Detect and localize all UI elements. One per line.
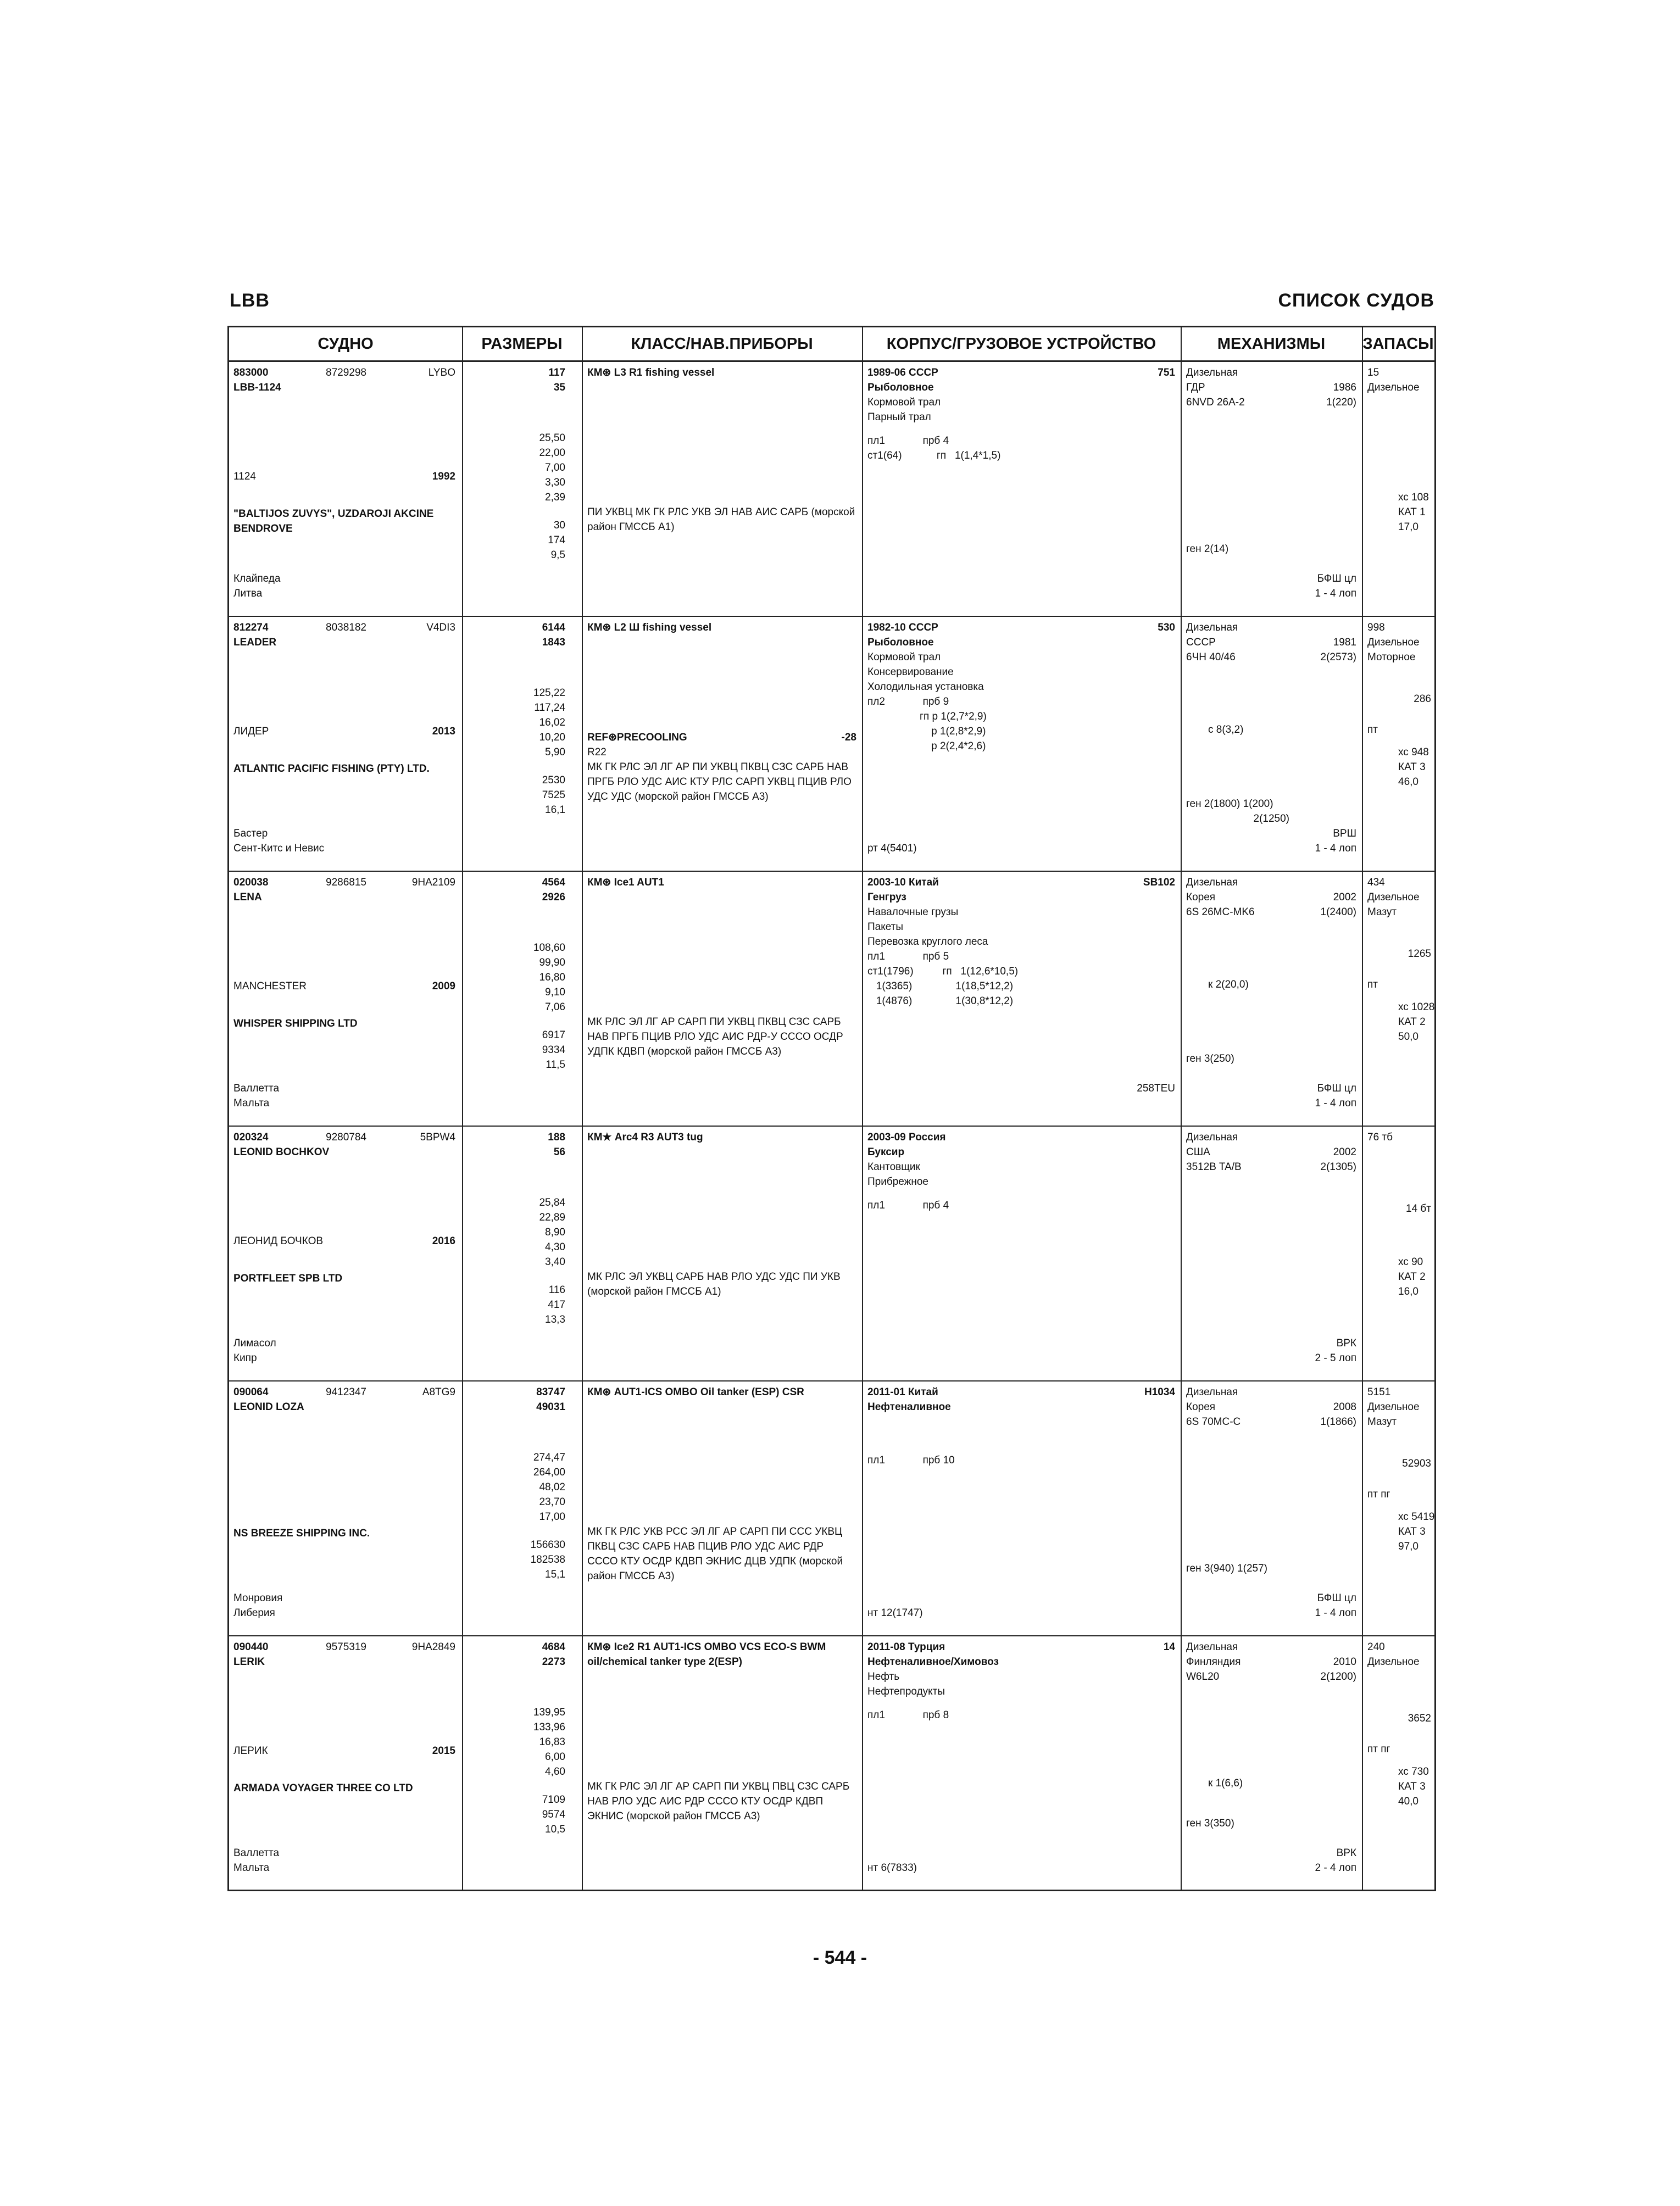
- engine-info: Дизельная: [1186, 367, 1238, 378]
- cargo-gear: пл1 прб 8: [867, 1709, 949, 1722]
- generators: ген 2(1800) 1(200): [1186, 798, 1273, 810]
- engine-year: 2002: [1333, 1146, 1356, 1158]
- dimension-value: 23,70: [539, 1496, 565, 1508]
- ship-name: LEONID BOCHKOV: [233, 1146, 330, 1158]
- navigation-equipment: МК ГК РЛС УКВ РСС ЭЛ ЛГ АР САРП ПИ ССС УКВЦ ПКВЦ СЗС САРБ НАВ ПЦИВ РЛО УДС АИС РДР СССО КТУ ОСДР КДВП ЭКНИС ДЦВ УДПК (морской район ГМССБ А3): [587, 1525, 843, 1582]
- navigation-equipment: ПИ УКВЦ МК ГК РЛС УКВ ЭЛ НАВ АИС САРБ (морской район ГМССБ А1): [587, 506, 855, 533]
- dimension-value: 5,90: [545, 746, 565, 758]
- ship-entry: [229, 1381, 1434, 1636]
- cargo-gear: гп р 1(2,7*2,9): [867, 711, 987, 722]
- flag-state: Мальта: [233, 1098, 270, 1110]
- engine-info: США: [1186, 1146, 1210, 1158]
- container-capacity: 258TEU: [1137, 1083, 1175, 1095]
- engine-info: 6S 70MC-C: [1186, 1416, 1241, 1428]
- engine-info: 6S 26MC-MK6: [1186, 906, 1255, 918]
- dimension-value: 22,00: [539, 447, 565, 459]
- class-notation: КМ⊛ L2 Ш fishing vessel: [587, 622, 712, 633]
- stores-lifesaving: КАТ 3: [1398, 761, 1426, 773]
- cargo-gear: ст1(64) гп 1(1,4*1,5): [867, 450, 1001, 462]
- engine-year: 2002: [1333, 892, 1356, 903]
- stores-lifesaving: хс 90: [1398, 1256, 1423, 1268]
- port-of-registry: Валлетта: [233, 1847, 280, 1859]
- hull-build-date: 2003-09 Россия: [867, 1132, 946, 1143]
- header-title: СПИСОК СУДОВ: [1278, 290, 1434, 311]
- tonnage-value: 188: [548, 1132, 565, 1143]
- stores-fuel: 998: [1367, 622, 1385, 633]
- owner-name: "BALTIJOS ZUVYS", UZDAROJI AKCINE BENDROVE: [233, 508, 434, 534]
- ship-type: Рыболовное: [867, 382, 934, 393]
- engine-info: 3512B TA/B: [1186, 1161, 1242, 1173]
- owner-name: WHISPER SHIPPING LTD: [233, 1017, 358, 1029]
- cargo-gear: р 1(2,8*2,9): [867, 726, 986, 737]
- fuel-tanks: рт 4(5401): [867, 843, 917, 855]
- dimension-value: 117,24: [534, 701, 565, 714]
- ship-entry: [229, 617, 1434, 872]
- stores-fuel: Дизельное: [1367, 1656, 1420, 1668]
- stores-fuel: 240: [1367, 1641, 1385, 1653]
- stores-lifesaving: 46,0: [1398, 776, 1418, 788]
- capacity-value: 9334: [542, 1044, 565, 1056]
- flag-state: Либерия: [233, 1607, 275, 1619]
- hull-description: Кантовщик: [867, 1161, 920, 1173]
- refrigeration-temp: -28: [841, 731, 856, 743]
- engine-info: Корея: [1186, 1401, 1216, 1413]
- capacity-value: 2530: [542, 775, 565, 787]
- engine-power: 1(2400): [1320, 906, 1356, 918]
- ship-type: Рыболовное: [867, 637, 934, 648]
- dimension-value: 16,83: [539, 1736, 565, 1748]
- call-sign: LYBO: [428, 367, 455, 378]
- column-header-class: КЛАСС/НАВ.ПРИБОРЫ: [582, 327, 862, 362]
- flag-state: Кипр: [233, 1352, 257, 1364]
- port-of-registry: Бастер: [233, 828, 268, 840]
- dimension-value: 25,84: [539, 1196, 565, 1208]
- stores-pumps: пт пг: [1367, 1489, 1390, 1501]
- capacity-value: 7109: [542, 1794, 565, 1806]
- hull-description: Кормовой трал: [867, 651, 941, 663]
- dimension-value: 6,00: [545, 1751, 565, 1763]
- stores-lifesaving: КАТ 3: [1398, 1525, 1426, 1537]
- stores-pumps: пт: [1367, 979, 1378, 991]
- stores-lifesaving: хс 108: [1398, 491, 1429, 503]
- registry-number: 090440: [233, 1641, 269, 1653]
- engine-info: ГДР: [1186, 382, 1205, 393]
- propeller-type: ВРК: [1336, 1338, 1356, 1350]
- propeller-type: БФШ цл: [1317, 1083, 1356, 1095]
- engine-power: 1(220): [1326, 397, 1356, 408]
- hull-description: Прибрежное: [867, 1176, 928, 1188]
- hull-build-date: 2011-08 Турция: [867, 1641, 945, 1653]
- build-year: 2015: [432, 1745, 455, 1757]
- tonnage-value: 4684: [542, 1641, 565, 1653]
- stores-fuel: 15: [1367, 367, 1379, 378]
- propeller-blades: 1 - 4 лоп: [1315, 1098, 1356, 1110]
- capacity-value: 10,5: [545, 1824, 565, 1836]
- engine-info: Дизельная: [1186, 1132, 1238, 1143]
- engine-info: Дизельная: [1186, 877, 1238, 888]
- tonnage-value: 4564: [542, 877, 565, 888]
- hull-yard-number: 751: [1158, 367, 1175, 378]
- propeller-blades: 2 - 4 лоп: [1315, 1862, 1356, 1874]
- class-notation: КМ⊛ Ice1 AUT1: [587, 877, 664, 888]
- cargo-gear: 1(4876) 1(30,8*12,2): [867, 995, 1014, 1007]
- dimension-value: 7,00: [545, 461, 565, 473]
- engine-power: 2(1305): [1320, 1161, 1356, 1173]
- class-notation: КМ⊛ AUT1-ICS OMBO Oil tanker (ESP) CSR: [587, 1386, 804, 1398]
- build-year: 2013: [432, 726, 455, 737]
- dimension-value: 99,90: [539, 956, 565, 968]
- generators: ген 3(350): [1186, 1818, 1234, 1830]
- propeller-type: БФШ цл: [1317, 573, 1356, 585]
- capacity-value: 6917: [542, 1029, 565, 1041]
- stores-lifesaving: хс 730: [1398, 1765, 1429, 1778]
- header-registry-code: LBB: [230, 290, 270, 311]
- dimension-value: 2,39: [545, 491, 565, 503]
- dimension-value: 4,60: [545, 1765, 565, 1778]
- propeller-blades: 1 - 4 лоп: [1315, 588, 1356, 600]
- dimension-value: 16,02: [539, 716, 565, 728]
- cargo-gear: 1(3365) 1(18,5*12,2): [867, 981, 1014, 992]
- stores-fuel: Дизельное: [1367, 1401, 1420, 1413]
- dimension-value: 4,30: [545, 1241, 565, 1253]
- ship-type: Генгруз: [867, 892, 906, 903]
- former-name: MANCHESTER: [233, 981, 307, 992]
- engine-year: 2010: [1333, 1656, 1356, 1668]
- imo-number: 9412347: [326, 1386, 366, 1398]
- dimension-value: 264,00: [533, 1466, 565, 1478]
- stores-capacity: 286: [1414, 693, 1431, 705]
- registry-number: 020324: [233, 1132, 269, 1143]
- ship-name: LEONID LOZA: [233, 1401, 304, 1413]
- stores-lifesaving: хс 1028: [1398, 1001, 1435, 1013]
- capacity-value: 30: [553, 520, 565, 532]
- stores-lifesaving: хс 948: [1398, 746, 1429, 758]
- dimension-value: 7,06: [545, 1001, 565, 1013]
- imo-number: 9286815: [326, 877, 366, 888]
- hull-description: Навалочные грузы: [867, 906, 959, 918]
- tonnage-value: 2273: [542, 1656, 565, 1668]
- column-header-dimensions: РАЗМЕРЫ: [462, 327, 582, 362]
- hull-description: Консервирование: [867, 666, 954, 678]
- navigation-equipment: МК РЛС ЭЛ УКВЦ САРБ НАВ РЛО УДС УДС ПИ УКВ (морской район ГМССБ А1): [587, 1271, 841, 1297]
- tonnage-value: 6144: [542, 622, 565, 633]
- tonnage-value: 49031: [536, 1401, 565, 1413]
- stores-lifesaving: 50,0: [1398, 1030, 1418, 1043]
- navigation-equipment: МК ГК РЛС ЭЛ ЛГ АР ПИ УКВЦ ПКВЦ СЗС САРБ НАВ ПРГБ РЛО УДС АИС КТУ РЛС САРП УКВЦ ПЦИВ РЛО УДС УДС (морской район ГМССБ А3): [587, 761, 852, 803]
- ship-entry: [229, 1127, 1434, 1381]
- call-sign: 9HA2109: [411, 877, 455, 888]
- cargo-gear: пл1 прб 4: [867, 1200, 949, 1212]
- cargo-gear-extra: к 2(20,0): [1208, 979, 1249, 991]
- dimension-value: 139,95: [533, 1706, 565, 1718]
- generators: ген 2(14): [1186, 543, 1229, 555]
- column-header-machinery: МЕХАНИЗМЫ: [1181, 327, 1362, 362]
- capacity-value: 417: [548, 1299, 565, 1311]
- port-of-registry: Клайпеда: [233, 573, 281, 585]
- stores-lifesaving: 40,0: [1398, 1795, 1418, 1807]
- owner-name: ATLANTIC PACIFIC FISHING (PTY) LTD.: [233, 762, 430, 775]
- fuel-tanks: нт 12(1747): [867, 1607, 923, 1619]
- propeller-type: ВРШ: [1333, 828, 1356, 840]
- engine-info: Дизельная: [1186, 1386, 1238, 1398]
- hull-build-date: 1982-10 СССР: [867, 622, 938, 633]
- engine-year: 1981: [1333, 637, 1356, 648]
- hull-description: Нефтепродукты: [867, 1686, 945, 1697]
- imo-number: 9575319: [326, 1641, 366, 1653]
- hull-description: Кормовой трал: [867, 397, 941, 408]
- class-notation: КМ⊛ L3 R1 fishing vessel: [587, 367, 715, 378]
- hull-build-date: 1989-06 СССР: [867, 367, 938, 378]
- capacity-value: 174: [548, 534, 565, 547]
- former-name: ЛЕРИК: [233, 1745, 268, 1757]
- navigation-equipment: МК РЛС ЭЛ ЛГ АР САРП ПИ УКВЦ ПКВЦ СЗС САРБ НАВ ПРГБ ПЦИВ РЛО УДС АИС РДР-У СССО ОСДР УДПК КДВП (морской район ГМССБ А3): [587, 1016, 843, 1057]
- hull-build-date: 2003-10 Китай: [867, 877, 939, 888]
- stores-fuel: Дизельное: [1367, 892, 1420, 903]
- stores-capacity: 3652: [1408, 1712, 1431, 1724]
- flag-state: Литва: [233, 588, 263, 600]
- tonnage-value: 56: [553, 1146, 565, 1158]
- dimension-value: 3,30: [545, 476, 565, 488]
- generators-extra: 2(1250): [1253, 813, 1289, 825]
- former-name: ЛЕОНИД БОЧКОВ: [233, 1235, 324, 1247]
- tonnage-value: 1843: [542, 637, 565, 648]
- stores-capacity: 52903: [1402, 1457, 1431, 1469]
- capacity-value: 116: [548, 1284, 565, 1296]
- refrigeration-class: REF⊛PRECOOLING: [587, 731, 687, 743]
- ship-type: Нефтеналивное/Химовоз: [867, 1656, 999, 1668]
- stores-fuel: 5151: [1367, 1386, 1391, 1398]
- generators: ген 3(250): [1186, 1053, 1234, 1065]
- stores-fuel: Дизельное: [1367, 637, 1420, 648]
- engine-power: 2(1200): [1320, 1671, 1356, 1683]
- column-header-hull: КОРПУС/ГРУЗОВОЕ УСТРОЙСТВО: [862, 327, 1181, 362]
- cargo-gear-extra: с 8(3,2): [1208, 724, 1244, 736]
- fuel-tanks: нт 6(7833): [867, 1862, 917, 1874]
- stores-lifesaving: хс 5419: [1398, 1511, 1435, 1523]
- hull-description: Нефть: [867, 1671, 900, 1683]
- dimension-value: 108,60: [533, 942, 565, 954]
- stores-pumps: пт: [1367, 724, 1378, 736]
- stores-pumps: пт пг: [1367, 1743, 1390, 1756]
- propeller-blades: 1 - 4 лоп: [1315, 1607, 1356, 1619]
- tonnage-value: 35: [553, 382, 565, 393]
- class-notation: КМ⊛ Ice2 R1 AUT1-ICS OMBO VCS ECO-S BWM oil/chemical tanker type 2(ESP): [587, 1641, 826, 1668]
- stores-fuel: Дизельное: [1367, 382, 1420, 393]
- stores-fuel: Мазут: [1367, 906, 1397, 918]
- cargo-gear: ст1(1796) гп 1(12,6*10,5): [867, 966, 1019, 977]
- engine-power: 1(1866): [1320, 1416, 1356, 1428]
- ship-type: Буксир: [867, 1146, 905, 1158]
- imo-number: 8038182: [326, 622, 366, 633]
- engine-info: СССР: [1186, 637, 1216, 648]
- engine-info: Дизельная: [1186, 622, 1238, 633]
- ship-entry: [229, 872, 1434, 1127]
- generators: ген 3(940) 1(257): [1186, 1563, 1267, 1575]
- engine-info: Финляндия: [1186, 1656, 1241, 1668]
- propeller-type: БФШ цл: [1317, 1592, 1356, 1605]
- tonnage-value: 2926: [542, 892, 565, 903]
- dimension-value: 10,20: [539, 731, 565, 743]
- ship-register-table: [227, 326, 1436, 1891]
- dimension-value: 16,80: [539, 971, 565, 983]
- stores-lifesaving: КАТ 2: [1398, 1016, 1426, 1028]
- registry-number: 883000: [233, 367, 269, 378]
- engine-year: 1986: [1333, 382, 1356, 393]
- propeller-blades: 1 - 4 лоп: [1315, 843, 1356, 855]
- cargo-gear: пл1 прб 4: [867, 435, 949, 447]
- build-year: 2016: [432, 1235, 455, 1247]
- cargo-gear: пл1 прб 10: [867, 1455, 955, 1467]
- flag-state: Сент-Китс и Невис: [233, 843, 325, 855]
- tonnage-value: 83747: [536, 1386, 565, 1398]
- cargo-gear: пл2 прб 9: [867, 696, 949, 708]
- registry-number: 090064: [233, 1386, 269, 1398]
- hull-description: Перевозка круглого леса: [867, 936, 988, 948]
- call-sign: V4DI3: [426, 622, 455, 633]
- flag-state: Мальта: [233, 1862, 270, 1874]
- engine-info: Дизельная: [1186, 1641, 1238, 1653]
- class-notation: КМ★ Arc4 R3 AUT3 tug: [587, 1132, 703, 1143]
- capacity-value: 16,1: [545, 804, 565, 816]
- ship-entry: [229, 1636, 1434, 1891]
- dimension-value: 22,89: [539, 1211, 565, 1223]
- stores-fuel: Мазут: [1367, 1416, 1397, 1428]
- hull-yard-number: 14: [1163, 1641, 1175, 1653]
- navigation-equipment: МК ГК РЛС ЭЛ ЛГ АР САРП ПИ УКВЦ ПВЦ СЗС САРБ НАВ РЛО УДС АИС РДР СССО КТУ ОСДР КДВП ЭКНИС (морской район ГМССБ А3): [587, 1780, 850, 1822]
- stores-lifesaving: КАТ 3: [1398, 1780, 1426, 1792]
- owner-name: NS BREEZE SHIPPING INC.: [233, 1527, 370, 1539]
- dimension-value: 125,22: [533, 687, 565, 699]
- port-of-registry: Валлетта: [233, 1083, 280, 1095]
- cargo-gear: пл1 прб 5: [867, 951, 949, 962]
- column-header-stores: ЗАПАСЫ: [1362, 327, 1434, 362]
- hull-build-date: 2011-01 Китай: [867, 1386, 938, 1398]
- dimension-value: 8,90: [545, 1226, 565, 1238]
- stores-lifesaving: 16,0: [1398, 1285, 1418, 1297]
- build-year: 1992: [432, 471, 455, 482]
- ship-entry: [229, 362, 1434, 617]
- engine-info: 6ЧН 40/46: [1186, 651, 1236, 663]
- hull-yard-number: SB102: [1143, 877, 1175, 888]
- engine-info: Корея: [1186, 892, 1216, 903]
- stores-capacity: 1265: [1408, 948, 1431, 960]
- stores-capacity: 14 бт: [1406, 1202, 1431, 1215]
- dimension-value: 17,00: [539, 1511, 565, 1523]
- cargo-gear: р 2(2,4*2,6): [867, 740, 986, 752]
- stores-fuel: 434: [1367, 877, 1385, 888]
- call-sign: 5BPW4: [420, 1132, 455, 1143]
- dimension-value: 25,50: [539, 432, 565, 444]
- stores-lifesaving: КАТ 1: [1398, 506, 1426, 518]
- stores-fuel: 76 тб: [1367, 1132, 1393, 1143]
- capacity-value: 9574: [542, 1809, 565, 1821]
- dimension-value: 48,02: [539, 1481, 565, 1493]
- tonnage-value: 117: [548, 367, 565, 378]
- dimension-value: 3,40: [545, 1256, 565, 1268]
- hull-yard-number: H1034: [1144, 1386, 1175, 1398]
- ship-name: LBB-1124: [233, 382, 281, 393]
- imo-number: 8729298: [326, 367, 366, 378]
- capacity-value: 182538: [530, 1554, 565, 1566]
- capacity-value: 9,5: [550, 549, 565, 561]
- dimension-value: 133,96: [533, 1721, 565, 1733]
- call-sign: A8TG9: [422, 1386, 455, 1398]
- imo-number: 9280784: [326, 1132, 366, 1143]
- capacity-value: 11,5: [546, 1059, 565, 1071]
- hull-description: Пакеты: [867, 921, 904, 933]
- port-of-registry: Лимасол: [233, 1338, 276, 1350]
- stores-lifesaving: КАТ 2: [1398, 1271, 1426, 1283]
- hull-description: Парный трал: [867, 411, 931, 423]
- ship-name: LEADER: [233, 637, 277, 648]
- stores-fuel: Моторное: [1367, 651, 1416, 663]
- call-sign: 9HA2849: [411, 1641, 455, 1653]
- capacity-value: 15,1: [545, 1569, 565, 1581]
- hull-description: Холодильная установка: [867, 681, 984, 693]
- former-name: ЛИДЕР: [233, 726, 269, 737]
- dimension-value: 9,10: [545, 986, 565, 998]
- engine-year: 2008: [1333, 1401, 1356, 1413]
- cargo-gear-extra: к 1(6,6): [1208, 1778, 1243, 1790]
- column-header-ship: СУДНО: [229, 327, 462, 362]
- port-of-registry: Монровия: [233, 1592, 283, 1605]
- stores-lifesaving: 17,0: [1398, 521, 1418, 533]
- page-number: - 544 -: [813, 1947, 867, 1968]
- build-year: 2009: [432, 981, 455, 992]
- registry-number: 020038: [233, 877, 269, 888]
- ship-name: LERIK: [233, 1656, 265, 1668]
- owner-name: ARMADA VOYAGER THREE CO LTD: [233, 1782, 413, 1794]
- refrigerant: R22: [587, 746, 607, 758]
- engine-info: 6NVD 26A-2: [1186, 397, 1245, 408]
- ship-name: LENA: [233, 892, 262, 903]
- propeller-blades: 2 - 5 лоп: [1315, 1352, 1356, 1364]
- stores-lifesaving: 97,0: [1398, 1540, 1418, 1552]
- capacity-value: 7525: [542, 789, 565, 801]
- ship-type: Нефтеналивное: [867, 1401, 951, 1413]
- capacity-value: 156630: [530, 1539, 565, 1551]
- engine-info: W6L20: [1186, 1671, 1220, 1683]
- capacity-value: 13,3: [545, 1314, 565, 1326]
- registry-number: 812274: [233, 622, 269, 633]
- owner-name: PORTFLEET SPB LTD: [233, 1272, 343, 1284]
- hull-yard-number: 530: [1158, 622, 1175, 633]
- dimension-value: 274,47: [533, 1451, 565, 1463]
- propeller-type: ВРК: [1336, 1847, 1356, 1859]
- former-name: 1124: [233, 471, 256, 482]
- engine-power: 2(2573): [1320, 651, 1356, 663]
